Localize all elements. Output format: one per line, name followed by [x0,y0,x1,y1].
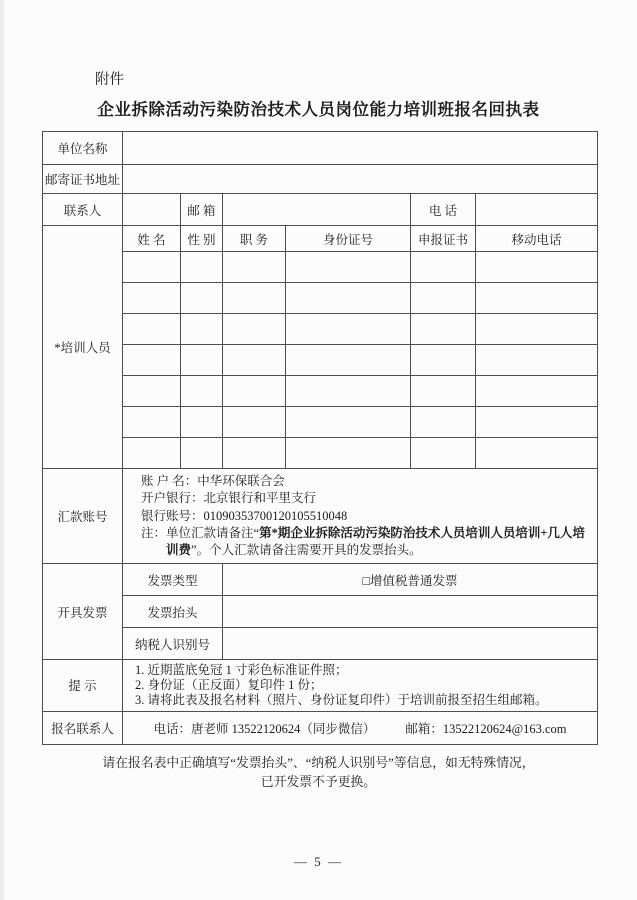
personnel-empty-row [43,283,598,314]
personnel-empty-row [43,407,598,438]
empty-cell [411,314,476,345]
col-header-position: 职 务 [223,226,286,252]
empty-cell [123,376,181,407]
unit-name-row [43,132,598,165]
empty-cell [181,438,223,469]
tips-content-cell [123,660,598,711]
empty-cell [223,438,286,469]
col-header-name: 姓 名 [123,226,181,252]
empty-cell [223,283,286,314]
personnel-header-row [43,226,598,252]
empty-cell [411,376,476,407]
phone-label: 电 话 [411,194,476,226]
registration-contact-label: 报名联系人 [43,711,123,744]
empty-cell [286,314,411,345]
empty-cell [181,252,223,283]
col-header-mobile: 移动电话 [476,226,598,252]
tip-item-2: 2. 身份证（正反面）复印件 1 份； [135,678,323,692]
registration-contact-value-cell [123,711,598,744]
personnel-empty-row [43,345,598,376]
tip-item-3: 3. 请将此表及报名材料（照片、身份证复印件）于培训前报至招生组邮箱。 [135,692,548,707]
empty-cell [123,314,181,345]
empty-cell [181,283,223,314]
registration-contact-row [43,711,598,744]
remittance-account-number: 银行账号：01090353700120105510048 [141,508,348,523]
empty-cell [286,345,411,376]
invoice-title-value-cell [223,596,598,628]
tips-row [43,660,598,711]
footer-note-line1: 请在报名表中正确填写“发票抬头”、“纳税人识别号”等信息，如无特殊情况， [102,755,535,770]
taxpayer-id-label: 纳税人识别号 [123,628,223,660]
phone-value-cell [476,194,598,226]
taxpayer-id-value-cell [223,628,598,660]
page-title: 企业拆除活动污染防治技术人员岗位能力培训班报名回执表 [97,100,540,119]
personnel-label: *培训人员 [43,226,123,469]
invoice-label: 开具发票 [43,564,123,660]
empty-cell [411,252,476,283]
remittance-note [141,525,591,560]
registration-contact-phone: 电话：唐老师 13522120624（同步微信） [153,721,376,736]
remittance-note-suffix: ”。个人汇款请备注需要开具的发票抬头。 [191,543,422,557]
empty-cell [476,252,598,283]
registration-form-table [42,131,598,745]
empty-cell [411,283,476,314]
empty-cell [476,345,598,376]
remittance-bank: 开户银行：北京银行和平里支行 [141,491,317,506]
attachment-label: 附件 [95,72,124,88]
empty-cell [123,283,181,314]
empty-cell [286,438,411,469]
remittance-note-bold: 第*期企业拆除活动污染防治技术人员培训人员培训+几人培训费 [166,525,585,557]
invoice-title-row [43,596,598,628]
empty-cell [181,314,223,345]
contact-label: 联系人 [43,194,123,226]
empty-cell [181,376,223,407]
mail-address-row [43,165,598,194]
empty-cell [123,438,181,469]
invoice-title-label: 发票抬头 [123,596,223,628]
contact-value-cell [123,194,181,226]
empty-cell [286,407,411,438]
empty-cell [181,345,223,376]
registration-contact-email: 邮箱：13522120624@163.com [405,721,567,736]
empty-cell [181,407,223,438]
tips-label: 提 示 [43,660,123,711]
personnel-empty-row [43,252,598,283]
empty-cell [476,376,598,407]
email-label: 邮 箱 [181,194,223,226]
contact-row [43,194,598,226]
empty-cell [123,345,181,376]
personnel-empty-row [43,314,598,345]
empty-cell [223,407,286,438]
col-header-id-number: 身份证号 [286,226,411,252]
empty-cell [411,438,476,469]
col-header-certificate: 申报证书 [411,226,476,252]
remittance-note-prefix: 注：单位汇款请备注“ [141,525,260,540]
footer-note-line2: 已开发票不予更换。 [260,774,377,789]
empty-cell [223,252,286,283]
empty-cell [476,314,598,345]
empty-cell [476,283,598,314]
remittance-account-name: 账 户 名：中华环保联合会 [141,474,285,488]
empty-cell [411,345,476,376]
empty-cell [286,376,411,407]
empty-cell [123,252,181,283]
empty-cell [223,376,286,407]
remittance-label: 汇款账号 [43,469,123,564]
empty-cell [123,407,181,438]
invoice-type-row [43,564,598,596]
tip-item-1: 1. 近期蓝底免冠 1 寸彩色标准证件照； [135,663,348,678]
unit-name-value-cell [123,132,598,165]
personnel-empty-row [43,376,598,407]
empty-cell [286,283,411,314]
page-number: — 5 — [294,853,343,869]
invoice-type-label: 发票类型 [123,564,223,596]
empty-cell [411,407,476,438]
personnel-empty-row [43,438,598,469]
empty-cell [223,345,286,376]
email-value-cell [223,194,411,226]
unit-name-label: 单位名称 [43,132,123,165]
empty-cell [286,252,411,283]
remittance-row [43,469,598,564]
empty-cell [476,438,598,469]
footer-note [0,754,637,792]
remittance-details-cell [123,469,598,564]
empty-cell [223,314,286,345]
col-header-gender: 性 别 [181,226,223,252]
mail-address-value-cell [123,165,598,194]
invoice-type-value: □增值税普通发票 [223,564,598,596]
mail-address-label: 邮寄证书地址 [43,165,123,194]
taxpayer-id-row [43,628,598,660]
empty-cell [476,407,598,438]
